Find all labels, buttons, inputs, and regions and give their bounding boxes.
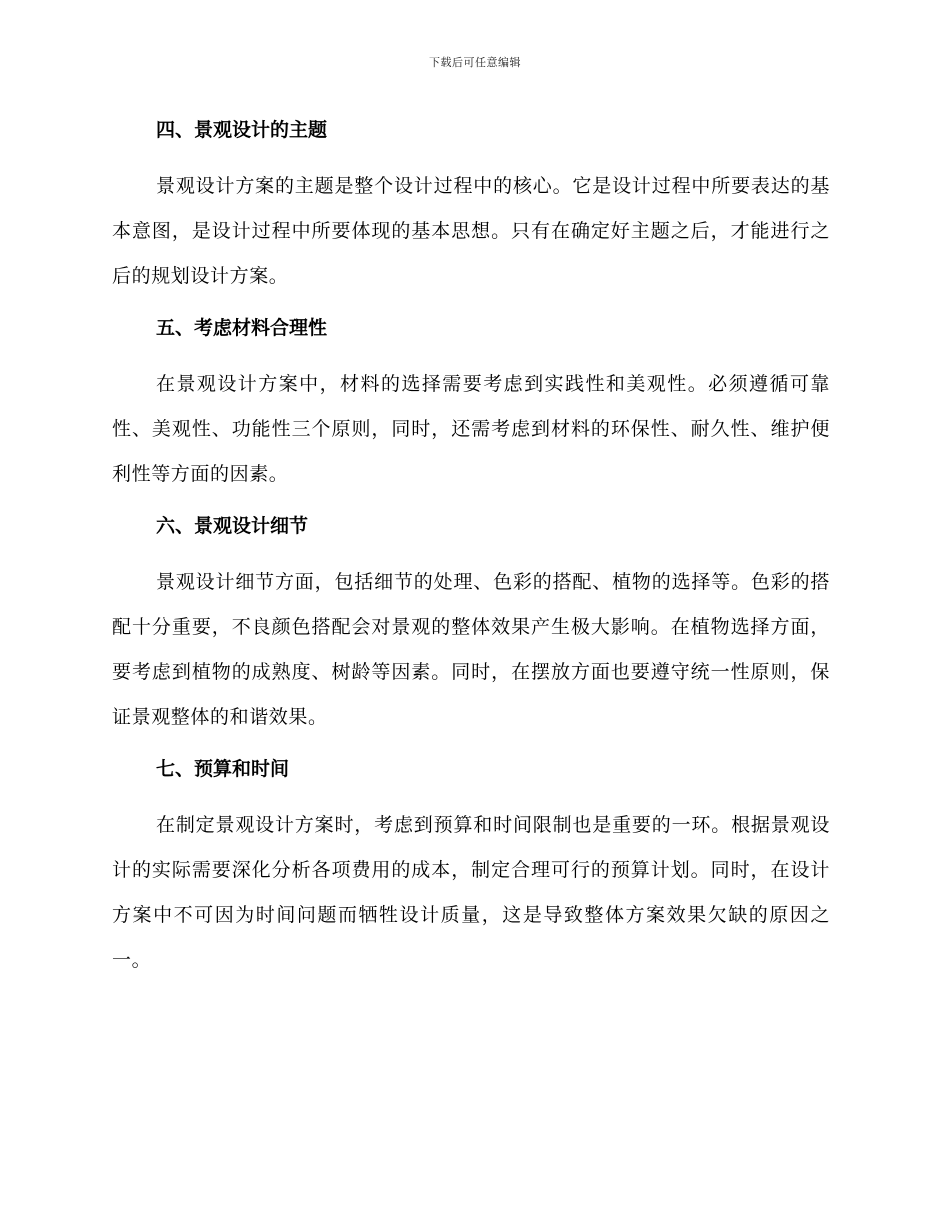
section-paragraph: 在制定景观设计方案时，考虑到预算和时间限制也是重要的一环。根据景观设计的实际需要深化分析各项费用的成本，制定合理可行的预算计划。同时，在设计方案中不可因为时间问题而牺牲设计质量，这是导致整体方案效果欠缺的原因之一。 [112,814,830,971]
section-paragraph: 景观设计细节方面，包括细节的处理、色彩的搭配、植物的选择等。色彩的搭配十分重要，不良颜色搭配会对景观的整体效果产生极大影响。在植物选择方面，要考虑到植物的成熟度、树龄等因素。同时，在摆放方面也要遵守统一性原则，保证景观整体的和谐效果。 [112,571,830,728]
document-content [112,113,830,983]
header-note: 下载后可任意编辑 [429,56,521,69]
section-budget-time [112,752,830,983]
section-paragraph: 在景观设计方案中，材料的选择需要考虑到实践性和美观性。必须遵循可靠性、美观性、功能性三个原则，同时，还需考虑到材料的环保性、耐久性、维护便利性等方面的因素。 [112,373,830,485]
section-title: 五、考虑材料合理性 [156,317,328,339]
section-title: 六、景观设计细节 [156,515,309,537]
section-title: 七、预算和时间 [156,758,290,780]
section-materials [112,311,830,497]
section-title: 四、景观设计的主题 [156,119,328,141]
section-paragraph: 景观设计方案的主题是整个设计过程中的核心。它是设计过程中所要表达的基本意图，是设计过程中所要体现的基本思想。只有在确定好主题之后，才能进行之后的规划设计方案。 [112,175,830,287]
section-details [112,509,830,740]
section-theme [112,113,830,299]
